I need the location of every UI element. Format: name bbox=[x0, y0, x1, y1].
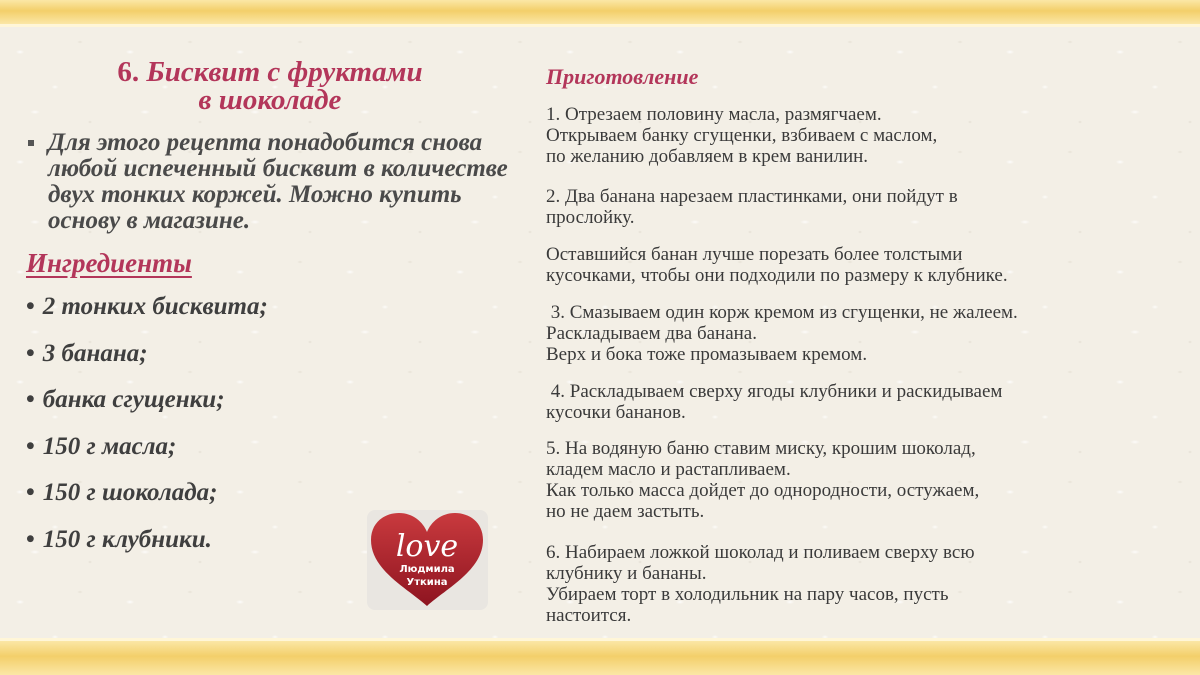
ingredient-text: банка сгущенки; bbox=[42, 386, 225, 413]
author-logo bbox=[367, 510, 488, 610]
square-bullet-icon bbox=[28, 140, 34, 146]
step-paragraph: 1. Отрезаем половину масла, размягчаем. Открываем банку сгущенки, взбиваем с маслом, по желанию добавляем в крем ванилин. bbox=[546, 104, 938, 167]
ingredient-text: 3 банана; bbox=[42, 339, 148, 367]
step-paragraph: 2. Два банана нарезаем пластинками, они пойдут в прослойку. bbox=[546, 186, 958, 228]
ingredient-item bbox=[26, 521, 268, 568]
top-decorative-band bbox=[0, 0, 1200, 27]
ingredient-text: 150 г масла; bbox=[42, 432, 177, 460]
ingredient-item bbox=[26, 381, 268, 428]
recipe-number: 6. bbox=[117, 56, 140, 88]
ingredient-text: 150 г клубники. bbox=[42, 525, 212, 553]
step-paragraph: 5. На водяную баню ставим миску, крошим шоколад, кладем масло и растапливаем. Как только масса дойдет до однородности, остужаем, но не даем застыть. bbox=[546, 438, 980, 522]
bottom-decorative-band bbox=[0, 638, 1200, 675]
step-paragraph: 6. Набираем ложкой шоколад и поливаем сверху всю клубнику и бананы. Убираем торт в холодильник на пару часов, пусть настоится. bbox=[546, 542, 975, 626]
ingredient-text: 2 тонких бисквита; bbox=[42, 293, 268, 320]
ingredient-text: 150 г шоколада; bbox=[42, 479, 218, 506]
ingredients-list bbox=[26, 288, 268, 567]
ingredient-item bbox=[26, 428, 268, 475]
heart-icon bbox=[367, 510, 488, 610]
logo-name-line1: Людмила bbox=[399, 564, 455, 575]
recipe-title-line2: в шоколаде bbox=[198, 84, 342, 116]
step-paragraph: 4. Раскладываем сверху ягоды клубники и раскидываем кусочки бананов. bbox=[546, 381, 1003, 423]
bullet-icon: • bbox=[26, 479, 35, 506]
bullet-icon: • bbox=[26, 386, 35, 413]
bullet-icon: • bbox=[26, 525, 35, 553]
bullet-icon: • bbox=[26, 432, 35, 460]
recipe-title-line1: Бисквит с фруктами bbox=[146, 56, 423, 88]
bullet-icon: • bbox=[26, 339, 35, 367]
ingredient-item bbox=[26, 335, 268, 382]
step-paragraph: 3. Смазываем один корж кремом из сгущенки, не жалеем. Раскладываем два банана. Верх и бока тоже промазываем кремом. bbox=[546, 302, 1018, 365]
recipe-title bbox=[60, 58, 480, 114]
step-paragraph: Оставшийся банан лучше порезать более толстыми кусочками, чтобы они подходили по размеру к клубнике. bbox=[546, 244, 1008, 286]
bullet-icon: • bbox=[26, 293, 35, 320]
logo-name-line2: Уткина bbox=[406, 577, 448, 588]
ingredients-heading: Ингредиенты bbox=[26, 248, 192, 278]
intro-paragraph bbox=[28, 130, 508, 234]
logo-word: love bbox=[395, 529, 459, 564]
preparation-heading: Приготовление bbox=[546, 64, 699, 89]
ingredient-item bbox=[26, 474, 268, 521]
ingredient-item bbox=[26, 288, 268, 335]
intro-text: Для этого рецепта понадобится снова любой испеченный бисквит в количестве двух тонких коржей. Можно купить основу в магазине. bbox=[48, 129, 508, 234]
